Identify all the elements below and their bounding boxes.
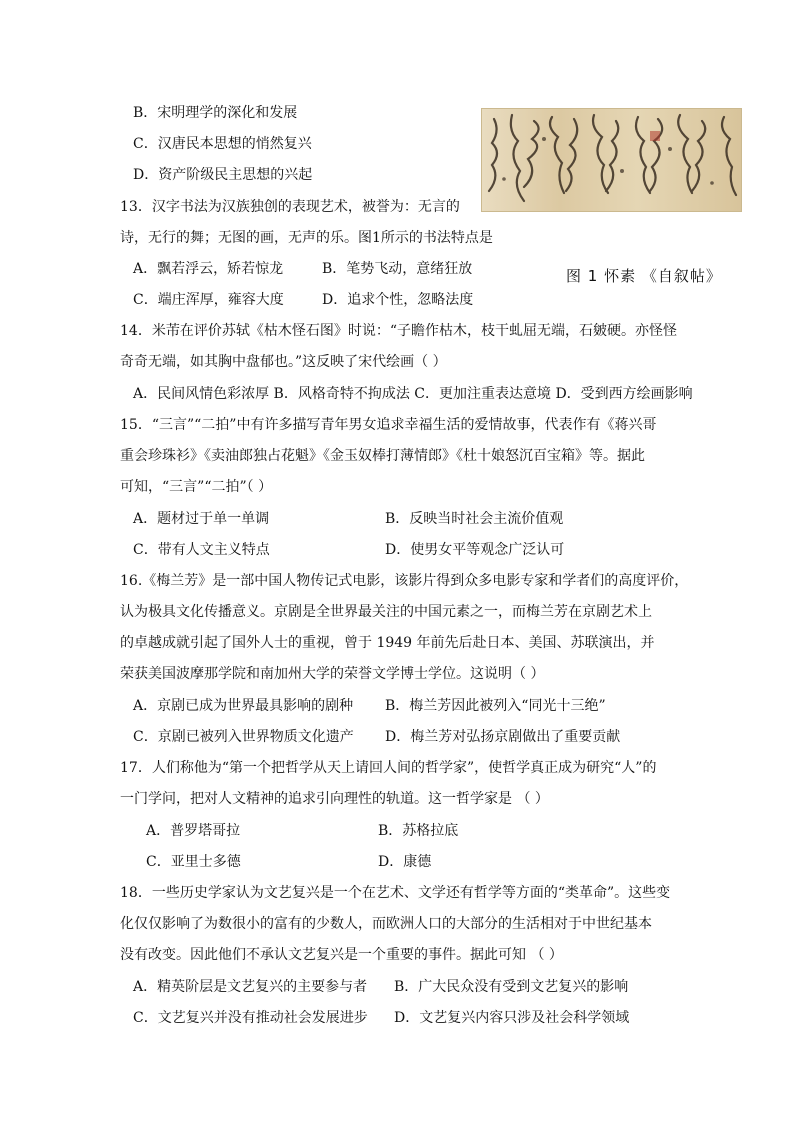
q14-options: A．民间风情色彩浓厚 B．风格奇特不拘成法 C．更加注重表达意境 D．受到西方绘画影响 <box>133 386 693 402</box>
q18-option-a: A．精英阶层是文艺复兴的主要参与者 <box>133 979 368 995</box>
q18-stem-line2: 化仅仅影响了为数很小的富有的少数人，而欧洲人口的大部分的生活相对于中世纪基本 <box>120 916 652 932</box>
q16-stem-line1: 16.《梅兰芳》是一部中国人物传记式电影，该影片得到众多电影专家和学者们的高度评价， <box>120 573 689 589</box>
q14-stem-line1: 14．米芾在评价苏轼《枯木怪石图》时说：“子瞻作枯木，枝干虬屈无端，石皴硬。亦怪怪 <box>120 323 677 339</box>
q17-stem-line1: 17．人们称他为“第一个把哲学从天上请回人间的哲学家”，使哲学真正成为研究“人”的 <box>120 760 657 776</box>
q18-stem-line1: 18．一些历史学家认为文艺复兴是一个在艺术、文学还有哲学等方面的“类革命”。这些变 <box>120 885 671 901</box>
q16-option-d: D．梅兰芳对弘扬京剧做出了重要贡献 <box>385 729 621 745</box>
q14-stem-line2: 奇奇无端，如其胸中盘郁也。”这反映了宋代绘画（ ） <box>120 354 447 370</box>
q17-stem-line2: 一门学问，把对人文精神的追求引向理性的轨道。这一哲学家是 （ ） <box>120 791 549 807</box>
q17-option-a: A．普罗塔哥拉 <box>146 823 241 839</box>
q12-option-b: B．宋明理学的深化和发展 <box>133 105 298 121</box>
figure-caption: 图 1 怀素 《自叙帖》 <box>566 267 722 285</box>
q12-option-c: C．汉唐民本思想的悄然复兴 <box>133 136 312 152</box>
q13-option-a: A．飘若浮云，矫若惊龙 <box>133 261 284 277</box>
q17-option-b: B．苏格拉底 <box>378 823 459 839</box>
q15-stem-line1: 15．“三言”“二拍”中有许多描写青年男女追求幸福生活的爱情故事，代表作有《蒋兴哥 <box>120 417 657 433</box>
q16-stem-line3: 的卓越成就引起了国外人士的重视，曾于 1949 年前先后赴日本、美国、苏联演出，并 <box>120 635 655 651</box>
q17-option-c: C．亚里士多德 <box>146 854 241 870</box>
q15-option-c: C．带有人文主义特点 <box>133 542 270 558</box>
calligraphy-strokes <box>482 109 741 211</box>
q13-option-d: D．追求个性，忽略法度 <box>322 292 474 308</box>
q13-option-b: B．笔势飞动，意绪狂放 <box>322 261 473 277</box>
q18-stem-line3: 没有改变。因此他们不承认文艺复兴是一个重要的事件。据此可知 （ ） <box>120 947 563 963</box>
q17-option-d: D．康德 <box>378 854 432 870</box>
q15-stem-line2: 重会珍珠衫》《卖油郎独占花魁》《金玉奴棒打薄情郎》《杜十娘怒沉百宝箱》等。据此 <box>120 448 645 464</box>
calligraphy-figure <box>481 108 742 212</box>
q15-option-d: D．使男女平等观念广泛认可 <box>385 542 565 558</box>
q16-stem-line4: 荣获美国波摩那学院和南加州大学的荣誉文学博士学位。这说明（ ） <box>120 666 545 682</box>
q15-option-b: B．反映当时社会主流价值观 <box>385 511 564 527</box>
q13-option-c: C．端庄浑厚，雍容大度 <box>133 292 284 308</box>
q18-option-c: C．文艺复兴并没有推动社会发展进步 <box>133 1010 368 1026</box>
q16-option-b: B．梅兰芳因此被列入“同光十三绝” <box>385 698 606 714</box>
q13-stem-line2: 诗，无行的舞；无图的画，无声的乐。图1所示的书法特点是 <box>120 230 493 246</box>
q13-stem-line1: 13．汉字书法为汉族独创的表现艺术，被誉为：无言的 <box>120 199 460 215</box>
q16-option-c: C．京剧已被列入世界物质文化遗产 <box>133 729 354 745</box>
q18-option-b: B．广大民众没有受到文艺复兴的影响 <box>394 979 629 995</box>
q18-option-d: D．文艺复兴内容只涉及社会科学领域 <box>394 1010 630 1026</box>
q16-option-a: A．京剧已成为世界最具影响的剧种 <box>133 698 354 714</box>
q15-option-a: A．题材过于单一单调 <box>133 511 270 527</box>
q15-stem-line3: 可知，“三言”“二拍”（ ） <box>120 479 273 495</box>
q12-option-d: D．资产阶级民主思想的兴起 <box>133 167 313 183</box>
q16-stem-line2: 认为极具文化传播意义。京剧是全世界最关注的中国元素之一，而梅兰芳在京剧艺术上 <box>120 604 652 620</box>
